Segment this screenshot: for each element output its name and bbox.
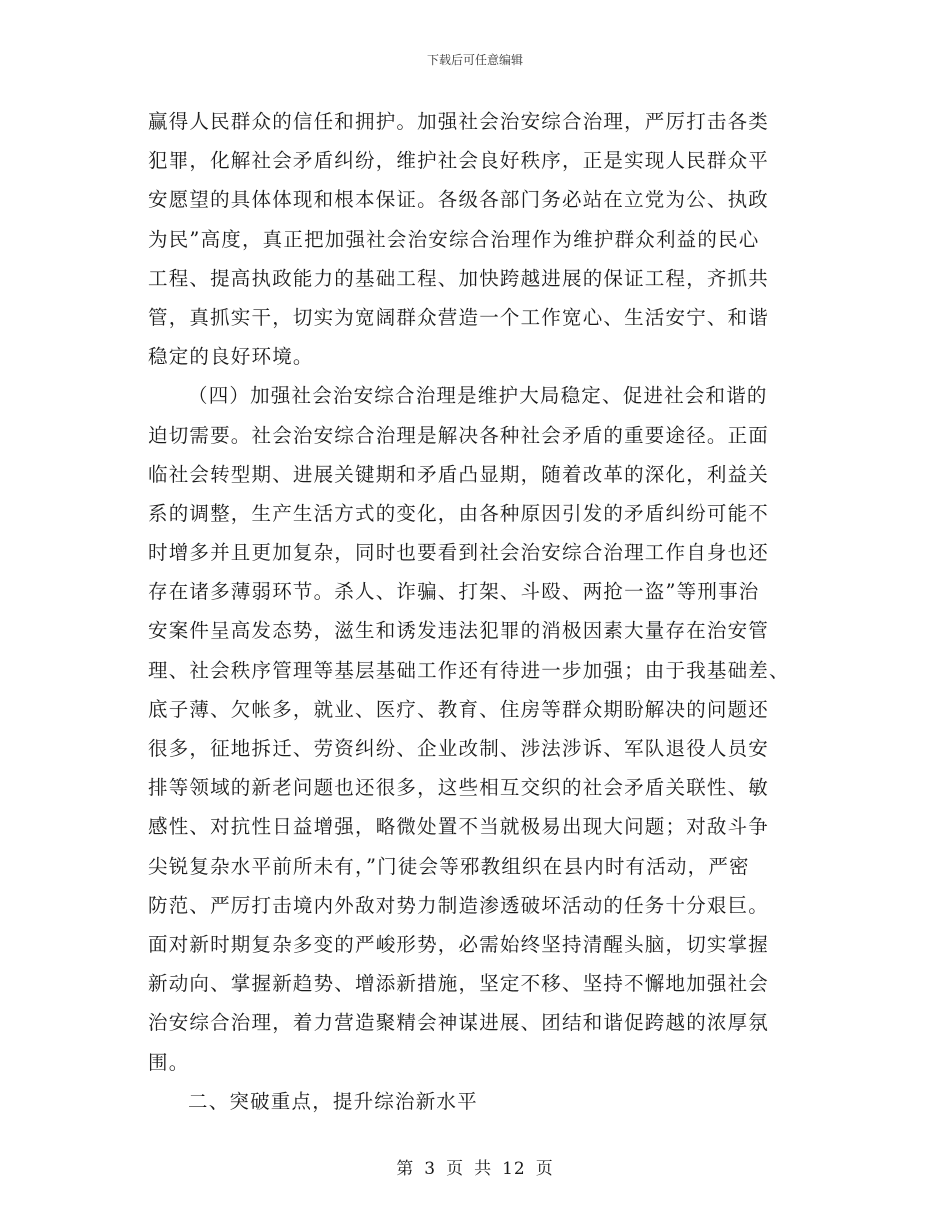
text-line: 时增多并且更加复杂，同时也要看到社会治安综合治理工作自身也还 [148, 541, 770, 565]
total-pages-number: 12 [502, 1159, 526, 1179]
text-line: 系的调整，生产生活方式的变化，由各种原因引发的矛盾纠纷可能不 [148, 501, 770, 525]
text-line: 临社会转型期、进展关键期和矛盾凸显期，随着改革的深化，利益关 [148, 462, 770, 486]
text-line: 迫切需要。社会治安综合治理是解决各种社会矛盾的重要途径。正面 [148, 423, 770, 447]
paragraph-start-line: （四）加强社会治安综合治理是维护大局稳定、促进社会和谐的 [188, 384, 768, 408]
text-line: 底子薄、欠帐多，就业、医疗、教育、住房等群众期盼解决的问题还 [148, 697, 770, 721]
text-line: 安愿望的具体体现和根本保证。各级各部门务必站在立党为公、执政 [148, 188, 770, 212]
text-line: 存在诸多薄弱环节。杀人、诈骗、打架、斗殴、两抢一盗”等刑事治 [148, 580, 760, 604]
text-line: 排等领域的新老问题也还很多，这些相互交织的社会矛盾关联性、敏 [148, 776, 770, 800]
text-line: 面对新时期复杂多变的严峻形势，必需始终坚持清醒头脑，切实掌握 [148, 932, 770, 956]
text-line: 治安综合治理，着力营造聚精会神谋进展、团结和谐促跨越的浓厚氛 [148, 1011, 770, 1035]
footer-page-unit: 页 [446, 1159, 465, 1179]
document-body [148, 102, 808, 1121]
page-header: 下载后可任意编辑 [426, 53, 523, 67]
footer-total-label: 共 [474, 1159, 493, 1179]
text-line: 稳定的良好环境。 [148, 345, 314, 369]
text-line: 安案件呈高发态势，滋生和诱发违法犯罪的消极因素大量存在治安管 [148, 619, 770, 643]
text-line: 很多，征地拆迁、劳资纠纷、企业改制、涉法涉诉、军队退役人员安 [148, 737, 770, 760]
footer-page-unit-end: 页 [535, 1159, 554, 1179]
page-footer [0, 1154, 950, 1179]
footer-page-label: 第 [396, 1159, 415, 1179]
current-page-number: 3 [424, 1159, 437, 1179]
text-line: 理、社会秩序管理等基层基础工作还有待进一步加强；由于我基础差、 [148, 658, 790, 682]
section-heading: 二、突破重点，提升综治新水平 [188, 1089, 478, 1113]
text-line: 感性、对抗性日益增强，略微处置不当就极易出现大问题；对敌斗争 [148, 815, 770, 839]
text-line: 犯罪，化解社会矛盾纠纷，维护社会良好秩序，正是实现人民群众平 [148, 149, 770, 173]
text-line: 工程、提高执政能力的基础工程、加快跨越进展的保证工程，齐抓共 [148, 266, 770, 290]
text-line: 赢得人民群众的信任和拥护。加强社会治安综合治理，严厉打击各类 [148, 110, 770, 133]
text-line: 防范、严厉打击境内外敌对势力制造渗透破坏活动的任务十分艰巨。 [148, 893, 770, 917]
text-line: 新动向、掌握新趋势、增添新措施，坚定不移、坚持不懈地加强社会 [148, 972, 770, 996]
text-line: 管，真抓实干，切实为宽阔群众营造一个工作宽心、生活安宁、和谐 [148, 305, 770, 329]
text-line: 为民”高度，真正把加强社会治安综合治理作为维护群众利益的民心 [148, 227, 760, 251]
text-line: 围。 [148, 1050, 190, 1074]
text-line: 尖锐复杂水平前所未有，”门徒会等邪教组织在县内时有活动，严密 [148, 854, 750, 878]
